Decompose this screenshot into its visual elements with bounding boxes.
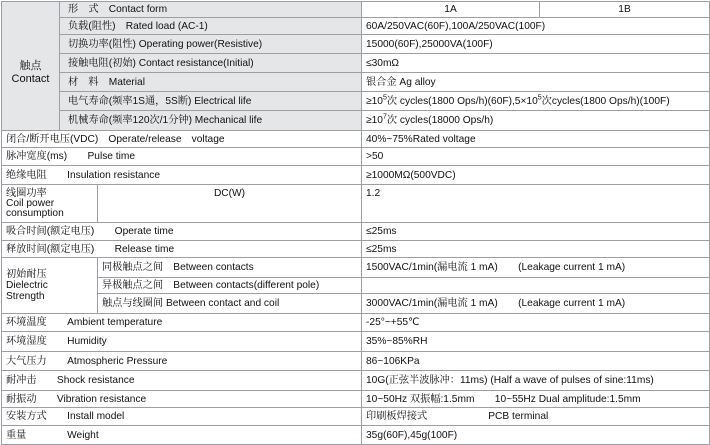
insulation-resistance-label: 绝缘电阻 Insulation resistance [2, 166, 362, 185]
rated-load-row [2, 18, 710, 35]
coil-power-label: 线圈功率 Coil power consumption [2, 185, 98, 223]
insulation-resistance-value: ≥1000MΩ(500VDC) [362, 166, 710, 185]
contact-form-label: 形 式 Contact form [60, 2, 362, 18]
shock-resistance-row [2, 371, 710, 391]
dielectric-different-pole-value [362, 278, 710, 294]
humidity-row [2, 332, 710, 352]
insulation-resistance-row [2, 166, 710, 185]
contact-resistance-row [2, 54, 710, 73]
operate-time-row [2, 223, 710, 241]
mechanical-life-value [362, 111, 710, 131]
release-time-value: ≤25ms [362, 241, 710, 258]
pulse-time-value: >50 [362, 148, 710, 166]
dielectric-contact-coil-value: 3000VAC/1min(漏电流 1 mA) (Leakage current 1 mA) [362, 294, 710, 314]
operating-power-row [2, 35, 710, 54]
pulse-time-row [2, 148, 710, 166]
humidity-value: 35%~85%RH [362, 332, 710, 352]
release-time-row [2, 241, 710, 258]
specification-sheet [1, 1, 709, 443]
rated-load-value: 60A/250VAC(60F),100A/250VAC(100F) [362, 18, 710, 35]
shock-resistance-value: 10G(正弦半波脉冲：11ms) (Half a wave of pulses of sine:11ms) [362, 371, 710, 391]
dielectric-row-3 [2, 294, 710, 314]
mechanical-life-row [2, 111, 710, 131]
operate-release-voltage-label: 闭合/断开电压(VDC) Operate/release voltage [2, 131, 362, 148]
electrical-life-row [2, 92, 710, 111]
humidity-label: 环境湿度 Humidity [2, 332, 362, 352]
mechanical-life-prefix: ≥10 [366, 115, 383, 126]
operate-time-label: 吸合时间(额定电压) Operate time [2, 223, 362, 241]
ambient-temperature-label: 环境温度 Ambient temperature [2, 314, 362, 332]
weight-value: 35g(60F),45g(100F) [362, 426, 710, 445]
contact-resistance-label: 接触电阻(初始) Contact resistance(Initial) [60, 54, 362, 73]
install-model-label: 安装方式 Install model [2, 408, 362, 426]
dielectric-row-2 [2, 278, 710, 294]
material-label: 材 料 Material [60, 73, 362, 92]
install-model-row [2, 408, 710, 426]
dielectric-strength-label: 初始耐压 Dielectric Strength [2, 258, 98, 314]
operating-power-label: 切换功率(阻性) Operating power(Resistive) [60, 35, 362, 54]
atmospheric-pressure-label: 大气压力 Atmospheric Pressure [2, 352, 362, 371]
operate-release-voltage-row [2, 131, 710, 148]
vibration-resistance-value: 10~50Hz 双振幅:1.5mm 10~55Hz Dual amplitude:1.5mm [362, 391, 710, 408]
shock-resistance-label: 耐冲击 Shock resistance [2, 371, 362, 391]
vibration-resistance-row [2, 391, 710, 408]
electrical-life-exp2: 5 [537, 94, 542, 102]
operate-release-voltage-value: 40%~75%Rated voltage [362, 131, 710, 148]
weight-row [2, 426, 710, 445]
mechanical-life-exp: 7 [382, 113, 387, 121]
coil-power-sublabel: DC(W) [98, 185, 362, 223]
dielectric-row-1 [2, 258, 710, 278]
coil-power-row [2, 185, 710, 223]
contact-group-text: 触点 Contact [11, 59, 50, 85]
atmospheric-pressure-value: 86~106KPa [362, 352, 710, 371]
relay-spec-table [1, 1, 710, 445]
rated-load-label: 负载(阻性) Rated load (AC-1) [60, 18, 362, 35]
vibration-resistance-label: 耐振动 Vibration resistance [2, 391, 362, 408]
ambient-temperature-value: -25°~+55℃ [362, 314, 710, 332]
electrical-life-value [362, 92, 710, 111]
electrical-life-mid: 次 cycles(1800 Ops/h)(60F),5×10 [386, 95, 538, 107]
electrical-life-label: 电气寿命(频率1S通，5S断) Electrical life [60, 92, 362, 111]
coil-power-value: 1.2 [362, 185, 710, 223]
weight-label: 重量 Weight [2, 426, 362, 445]
material-row [2, 73, 710, 92]
operating-power-value: 15000(60F),25000VA(100F) [362, 35, 710, 54]
mechanical-life-label: 机械寿命(频率120次/1分钟) Mechanical life [60, 111, 362, 131]
dielectric-contact-coil-label: 触点与线圈间 Between contact and coil [98, 294, 362, 314]
electrical-life-prefix: ≥10 [366, 95, 383, 107]
ambient-temperature-row [2, 314, 710, 332]
electrical-life-exp: 5 [382, 94, 387, 102]
mechanical-life-suffix: 次 cycles(18000 Ops/h) [386, 115, 494, 126]
install-model-value: 印刷板焊接式 PCB terminal [362, 408, 710, 426]
contact-resistance-value: ≤30mΩ [362, 54, 710, 73]
material-value: 银合金 Ag alloy [362, 73, 710, 92]
atmospheric-pressure-row [2, 352, 710, 371]
contact-form-1b: 1B [540, 2, 710, 18]
pulse-time-label: 脉冲宽度(ms) Pulse time [2, 148, 362, 166]
release-time-label: 释放时间(额定电压) Release time [2, 241, 362, 258]
dielectric-different-pole-label: 异极触点之间 Between contacts(different pole) [98, 278, 362, 294]
contact-group-label [2, 2, 60, 131]
contact-form-1a: 1A [362, 2, 540, 18]
dielectric-between-contacts-value: 1500VAC/1min(漏电流 1 mA) (Leakage current 1 mA) [362, 258, 710, 278]
contact-form-row [2, 2, 710, 18]
dielectric-between-contacts-label: 同极触点之间 Between contacts [98, 258, 362, 278]
electrical-life-suffix: 次cycles(1800 Ops/h)(100F) [541, 95, 670, 107]
operate-time-value: ≤25ms [362, 223, 710, 241]
